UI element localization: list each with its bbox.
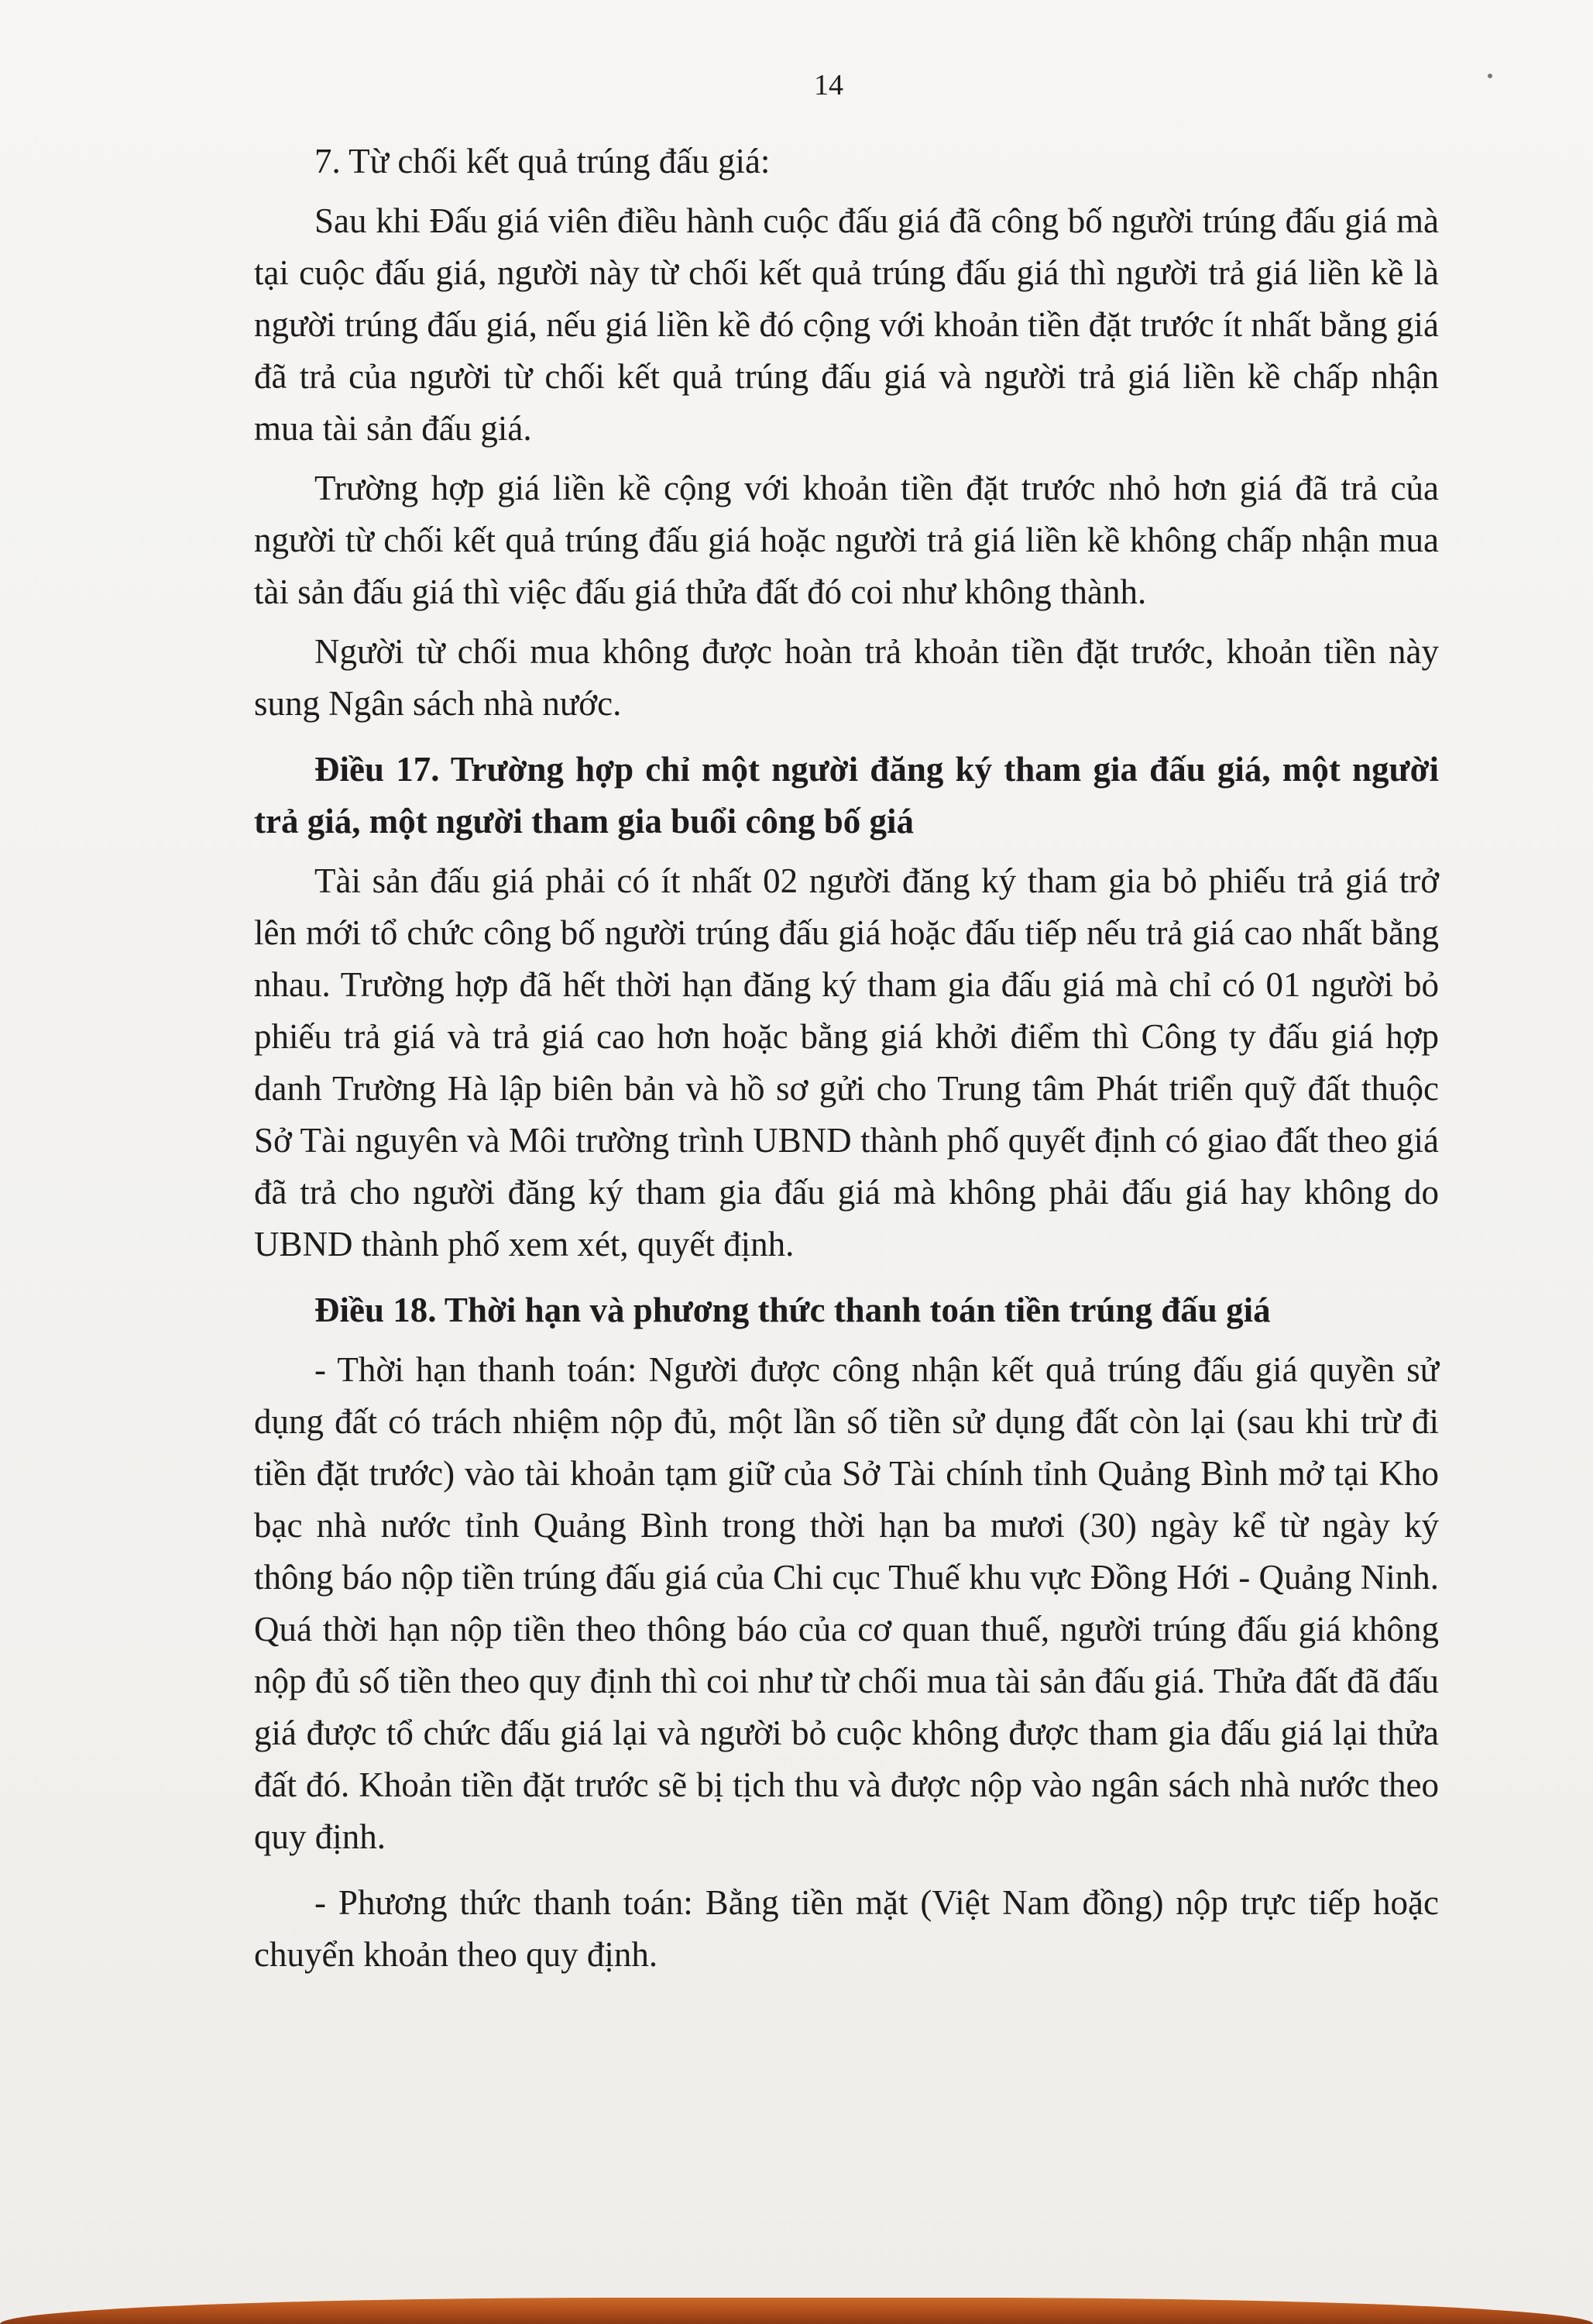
clause-7-paragraph-1: Sau khi Đấu giá viên điều hành cuộc đấu giá đã công bố người trúng đấu giá mà tại cuộc đấu giá, người này từ chối kết quả trúng đấu giá thì người trả giá liền kề là người trúng đấu giá, nếu giá liền kề đó cộng với khoản tiền đặt trước ít nhất bằng giá đã trả của người từ chối kết quả trúng đấu giá và người trả giá liền kề chấp nhận mua tài sản đấu giá. bbox=[254, 201, 1439, 448]
document-body bbox=[254, 136, 1439, 1989]
clause-7-paragraph-2: Trường hợp giá liền kề cộng với khoản tiền đặt trước nhỏ hơn giá đã trả của người từ chối kết quả trúng đấu giá hoặc người trả giá liền kề không chấp nhận mua tài sản đấu giá thì việc đấu giá thửa đất đó coi như không thành. bbox=[254, 469, 1439, 611]
scan-speck bbox=[1488, 74, 1492, 78]
scan-bottom-edge bbox=[0, 2298, 1593, 2324]
article-17-paragraph: Tài sản đấu giá phải có ít nhất 02 người đăng ký tham gia bỏ phiếu trả giá trở lên mới tổ chức công bố người trúng đấu giá hoặc đấu tiếp nếu trả giá cao nhất bằng nhau. Trường hợp đã hết thời hạn đăng ký tham gia đấu giá mà chỉ có 01 người bỏ phiếu trả giá và trả giá cao hơn hoặc bằng giá khởi điểm thì Công ty đấu giá hợp danh Trường Hà lập biên bản và hồ sơ gửi cho Trung tâm Phát triển quỹ đất thuộc Sở Tài nguyên và Môi trường trình UBND thành phố quyết định có giao đất theo giá đã trả cho người đăng ký tham gia đấu giá mà không phải đấu giá hay không do UBND thành phố xem xét, quyết định. bbox=[254, 861, 1439, 1263]
article-18-heading: Điều 18. Thời hạn và phương thức thanh toán tiền trúng đấu giá bbox=[314, 1291, 1271, 1329]
clause-7-paragraph-3: Người từ chối mua không được hoàn trả khoản tiền đặt trước, khoản tiền này sung Ngân sách nhà nước. bbox=[254, 632, 1439, 723]
article-17-heading: Điều 17. Trường hợp chỉ một người đăng ký tham gia đấu giá, một người trả giá, một người tham gia buổi công bố giá bbox=[254, 750, 1439, 841]
article-18-payment-deadline: - Thời hạn thanh toán: Người được công nhận kết quả trúng đấu giá quyền sử dụng đất có trách nhiệm nộp đủ, một lần số tiền sử dụng đất còn lại (sau khi trừ đi tiền đặt trước) vào tài khoản tạm giữ của Sở Tài chính tỉnh Quảng Bình mở tại Kho bạc nhà nước tỉnh Quảng Bình trong thời hạn ba mươi (30) ngày kể từ ngày ký thông báo nộp tiền trúng đấu giá của Chi cục Thuế khu vực Đồng Hới - Quảng Ninh. Quá thời hạn nộp tiền theo thông báo của cơ quan thuế, người trúng đấu giá không nộp đủ số tiền theo quy định thì coi như từ chối mua tài sản đấu giá. Thửa đất đã đấu giá được tổ chức đấu giá lại và người bỏ cuộc không được tham gia đấu giá lại thửa đất đó. Khoản tiền đặt trước sẽ bị tịch thu và được nộp vào ngân sách nhà nước theo quy định. bbox=[254, 1350, 1439, 1856]
clause-7-heading: 7. Từ chối kết quả trúng đấu giá: bbox=[314, 142, 771, 180]
page-number: 14 bbox=[814, 69, 843, 101]
article-18-payment-method: - Phương thức thanh toán: Bằng tiền mặt (Việt Nam đồng) nộp trực tiếp hoặc chuyển khoản theo quy định. bbox=[254, 1883, 1439, 1974]
